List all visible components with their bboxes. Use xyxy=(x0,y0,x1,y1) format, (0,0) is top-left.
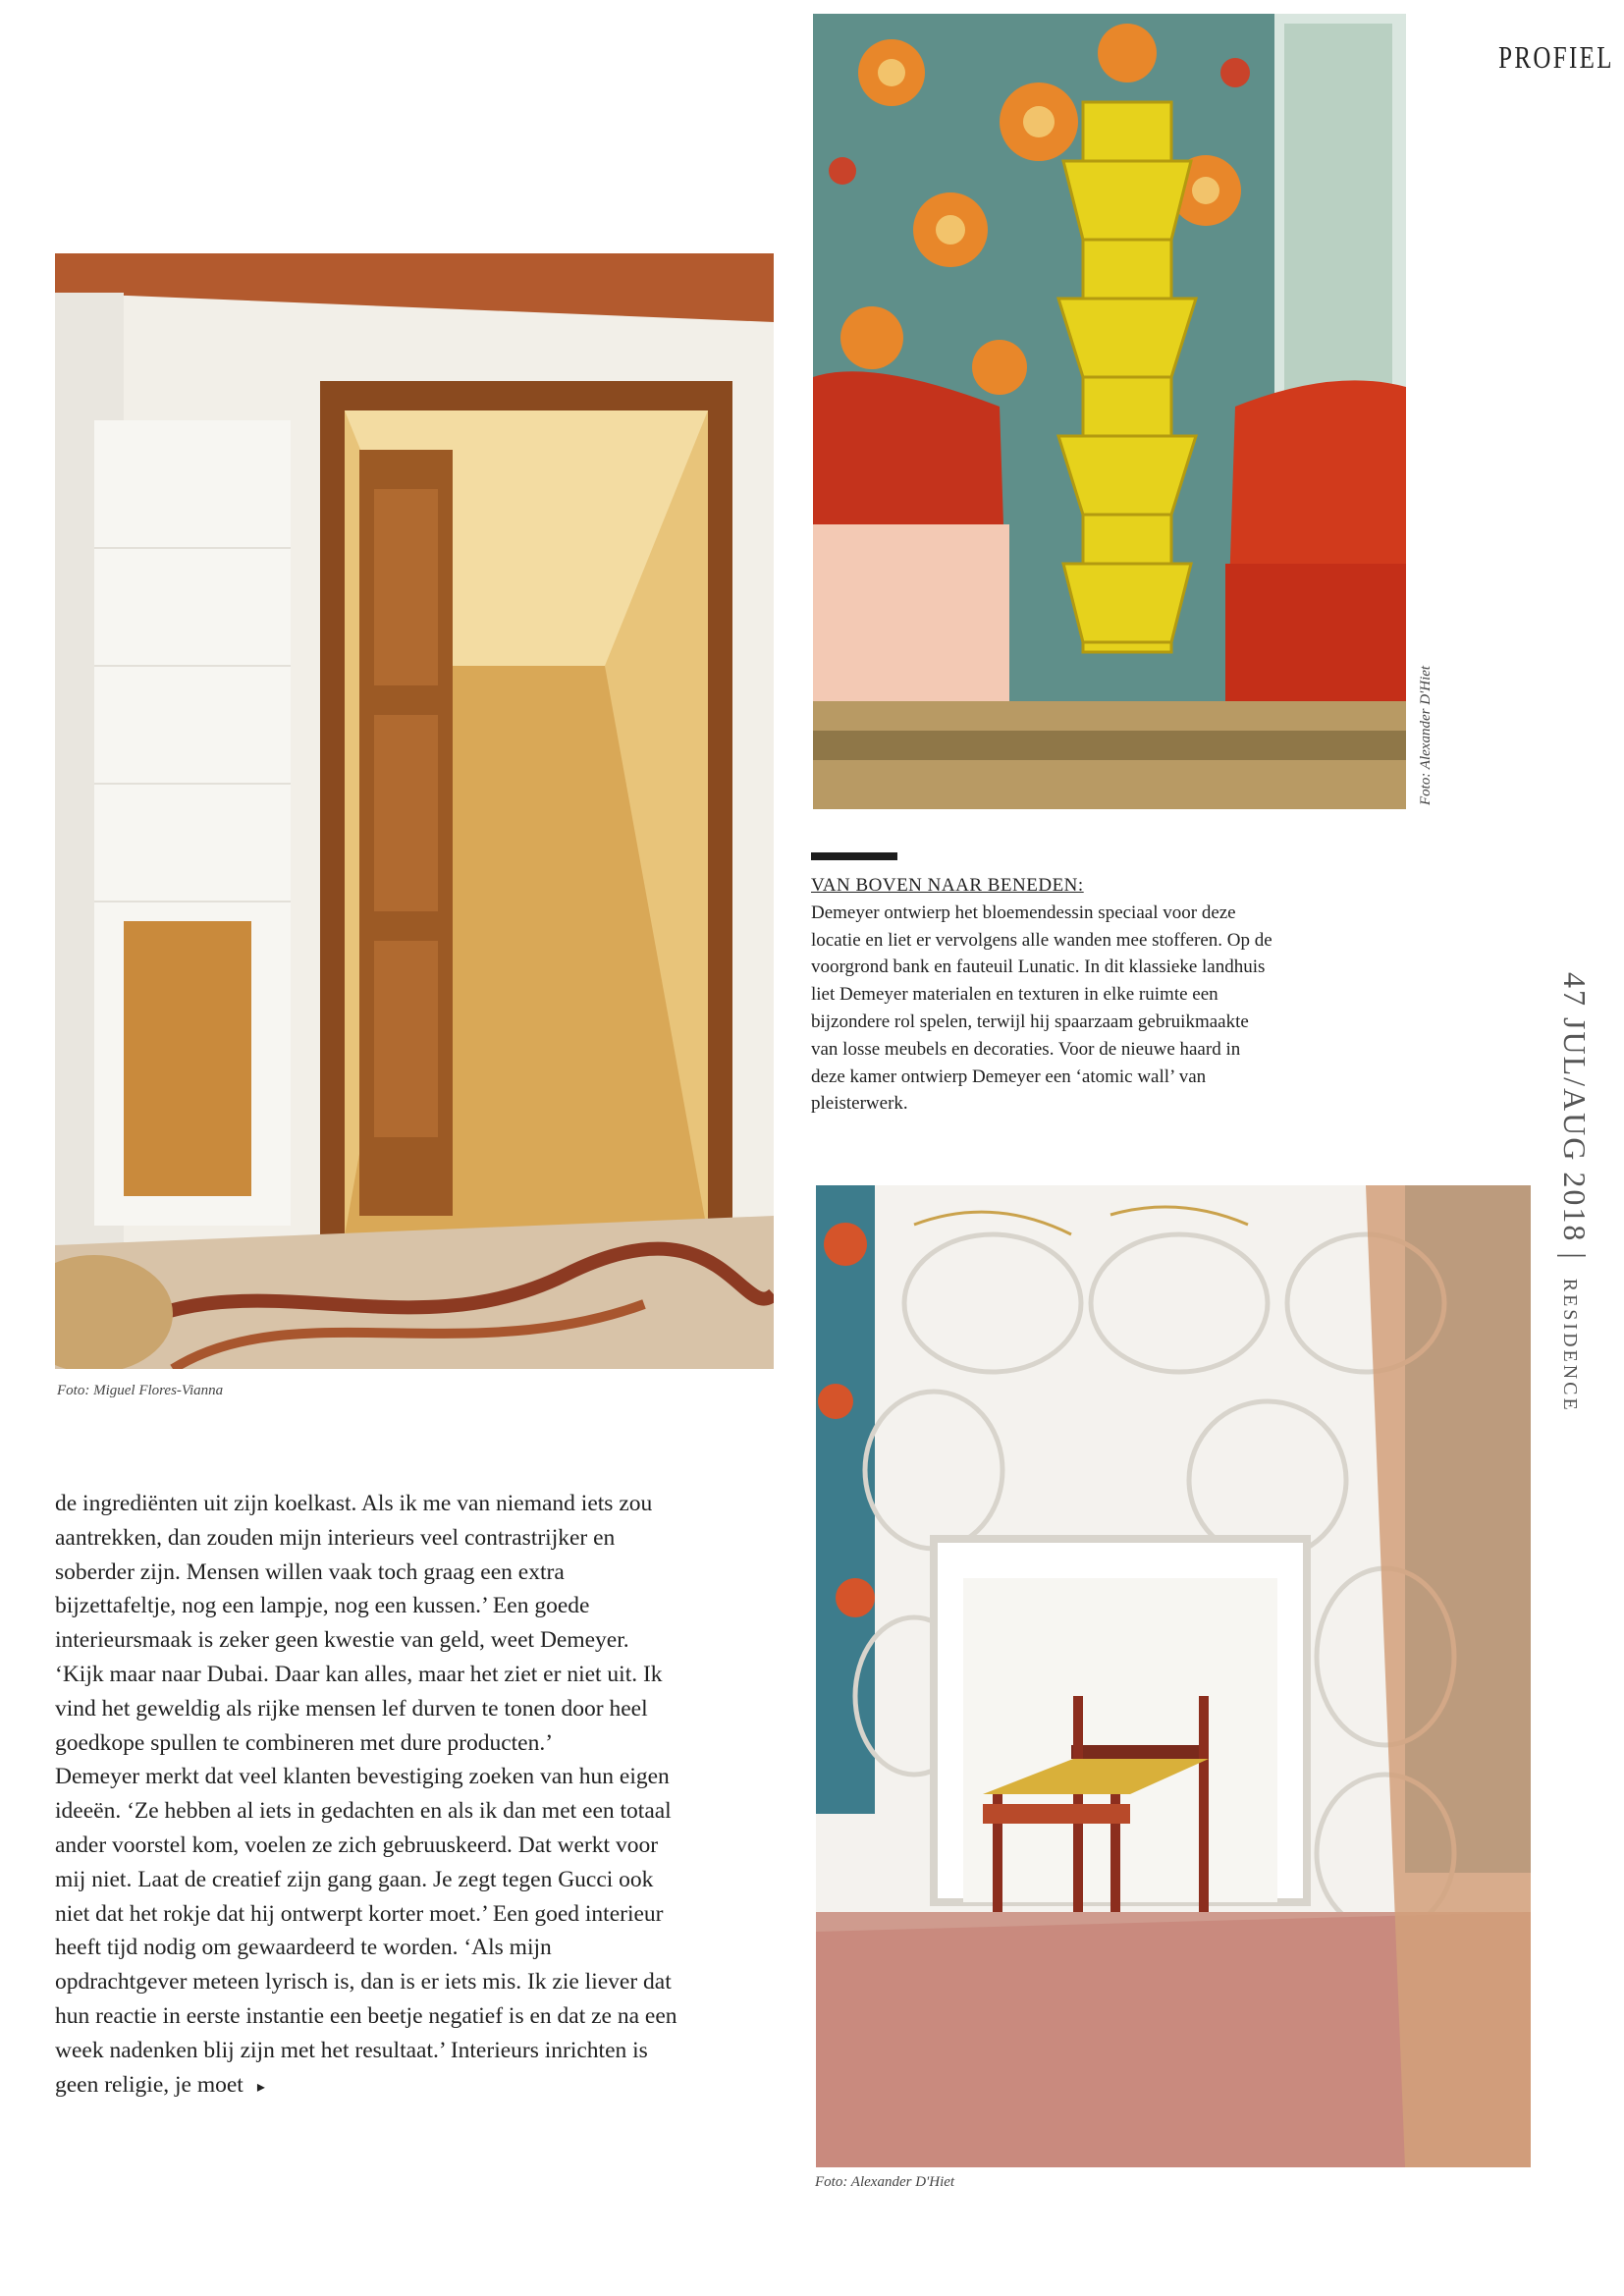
magazine-name: RESIDENCE xyxy=(1559,1278,1581,1413)
article-body-text: de ingrediënten uit zijn koelkast. Als ik me van niemand iets zou aantrekken, dan zouden mijn interieurs veel contrastrijker en soberder zijn. Mensen willen vaak toch graag een extra bijzettafeltje, nog een lampje, nog een kussen.’ Een goede interieursmaak is zeker geen kwestie van geld, weet Demeyer. ‘Kijk maar naar Dubai. Daar kan alles, maar het ziet er niet uit. Ik vind het geweldig als rijke mensen lef durven te tonen door heel goedkope spullen te combineren met dure producten.’ Demeyer merkt dat veel klanten bevestiging zoeken van hun eigen ideeën. ‘Ze hebben al iets in gedachten en als ik dan met een totaal ander voorstel kom, voelen ze zich gebruuskeerd. Dat werkt voor mij niet. Laat de creatief zijn gang gaan. Je zegt tegen Gucci ook niet dat het rokje dat hij ontwerpt korter moet.’ Een goed interieur heeft tijd nodig om gewaardeerd te worden. ‘Als mijn opdrachtgever meteen lyrisch is, dan is er iets mis. Ik zie liever dat hun reactie in eerste instantie een beetje negatief is en dat ze na een week nadenken blij zijn met het resultaat.’ Interieurs inrichten is geen religie, je moet xyxy=(55,1491,677,2098)
section-label: PROFIEL xyxy=(1498,39,1614,75)
living-room-photo-credit: Foto: Alexander D'Hiet xyxy=(1418,665,1434,805)
hallway-photo xyxy=(55,253,774,1369)
folio-separator: | xyxy=(1557,1252,1593,1261)
living-room-photo xyxy=(813,14,1406,809)
fireplace-photo xyxy=(816,1185,1531,2167)
hallway-photo-credit: Foto: Miguel Flores-Vianna xyxy=(57,1383,224,1398)
article-body xyxy=(55,1487,683,2105)
continue-arrow-icon: ▸ xyxy=(256,2078,265,2096)
caption-text: Demeyer ontwierp het bloemendessin speciaal voor deze locatie en liet er vervolgens alle wanden mee stofferen. Op de voorgrond bank en fauteuil Lunatic. In dit klassieke landhuis liet Demeyer materialen en texturen in elke ruimte een bijzondere rol spelen, terwijl hij spaarzaam gebruikmaakte van losse meubels en decoraties. Voor de nieuwe haard in deze kamer ontwierp Demeyer een ‘atomic wall’ van pleisterwerk. xyxy=(811,902,1272,1115)
issue-date: JUL/AUG 2018 xyxy=(1557,1017,1593,1243)
caption-heading: VAN BOVEN NAAR BENEDEN: xyxy=(811,875,1084,896)
page-folio xyxy=(1556,972,1593,1413)
photo-caption xyxy=(811,872,1272,1118)
caption-rule xyxy=(811,852,897,860)
page-number: 47 xyxy=(1557,972,1593,1008)
fireplace-photo-credit: Foto: Alexander D'Hiet xyxy=(815,2174,955,2190)
